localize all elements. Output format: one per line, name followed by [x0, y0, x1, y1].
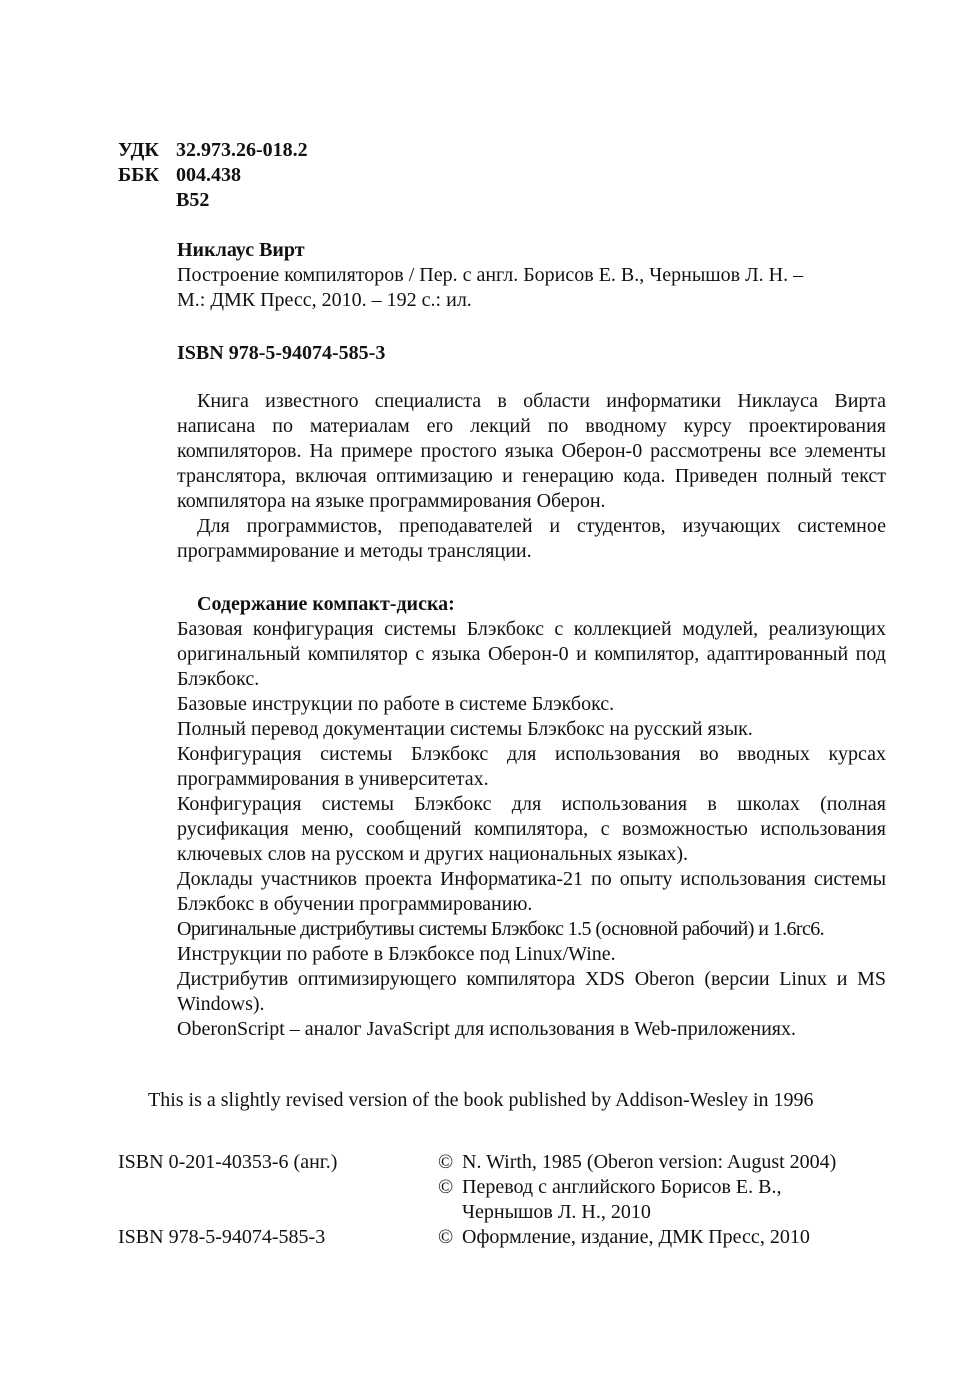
imprint-row: [118, 1200, 836, 1225]
copyright-symbol: ©: [438, 1226, 454, 1248]
imprint-row: [118, 1225, 836, 1250]
code-value: 32.973.26-018.2: [176, 139, 308, 161]
imprint-row: [118, 1150, 836, 1175]
list-item: Полный перевод документации системы Блэкбокс на русский язык.: [177, 718, 753, 740]
list-item: Оригинальные дистрибутивы системы Блэкбокс 1.5 (основной рабочий) и 1.6rc6.: [177, 918, 825, 940]
author-mark-row: [118, 188, 308, 213]
abstract-paragraph: Книга известного специалиста в области информатики Никлауса Вирта написана по материалам его лекций по вводному курсу проектирования компиляторов. На примере простого языка Оберон-0 рассмотрены все элементы транслятора, включая оптимизацию и генерацию кода. Приведен полный текст компилятора на языке программирования Оберон.: [177, 390, 886, 512]
copyright-text: Перевод с английского Борисов Е. В.,: [462, 1176, 782, 1198]
isbn-empty: [118, 1175, 438, 1200]
list-item: Конфигурация системы Блэкбокс для использования в школах (полная русификация меню, сообщений компилятора, с возможностью использования ключевых слов на русском и других национальных языках).: [177, 793, 886, 865]
isbn-translation: ISBN 978-5-94074-585-3: [118, 1226, 326, 1248]
cd-contents-title: Содержание компакт-диска:: [197, 593, 455, 615]
copyright-line: [438, 1175, 781, 1200]
code-key: ББК: [118, 164, 159, 186]
copyright-line: [438, 1225, 810, 1250]
bbk-row: [118, 163, 308, 188]
abstract-paragraph: Для программистов, преподавателей и студентов, изучающих системное программирование и методы трансляции.: [177, 515, 886, 562]
list-item: Базовые инструкции по работе в системе Блэкбокс.: [177, 693, 615, 715]
copyright-text: Чернышов Л. Н., 2010: [462, 1201, 651, 1223]
list-item: Инструкции по работе в Блэкбоксе под Linux/Wine.: [177, 943, 616, 965]
isbn-main: ISBN 978-5-94074-585-3: [177, 342, 386, 364]
imprint-block: [118, 1150, 836, 1250]
list-item: Конфигурация системы Блэкбокс для использования во вводных курсах программирования в университетах.: [177, 743, 886, 790]
list-item: OberonScript – аналог JavaScript для использования в Web-приложениях.: [177, 1018, 796, 1040]
list-item: Дистрибутив оптимизирующего компилятора XDS Oberon (версии Linux и MS Windows).: [177, 968, 886, 1015]
copyright-text: Оформление, издание, ДМК Пресс, 2010: [462, 1226, 810, 1248]
copyright-text: N. Wirth, 1985 (Oberon version: August 2004): [462, 1151, 837, 1173]
isbn-original: ISBN 0-201-40353-6 (анг.): [118, 1151, 338, 1173]
classification-codes: [118, 138, 308, 213]
copyright-line: [438, 1200, 651, 1225]
isbn-empty: [118, 1200, 438, 1225]
copyright-symbol: ©: [438, 1151, 454, 1173]
abstract: [177, 389, 886, 564]
copyright-symbol: ©: [438, 1176, 454, 1198]
list-item: Базовая конфигурация системы Блэкбокс с коллекцией модулей, реализующих оригинальный компилятор с языка Оберон-0 и компилятор, адаптированный под Блэкбокс.: [177, 618, 886, 690]
bibliographic-description: [177, 263, 887, 313]
code-value: 004.438: [176, 164, 241, 186]
biblio-line: М.: ДМК Пресс, 2010. – 192 с.: ил.: [177, 289, 472, 311]
udk-row: [118, 138, 308, 163]
copyright-line: [438, 1150, 836, 1175]
imprint-row: [118, 1175, 836, 1200]
code-key: УДК: [118, 139, 159, 161]
cd-contents-list: [177, 617, 886, 1042]
code-value: В52: [176, 189, 210, 211]
code-key: [118, 188, 176, 213]
biblio-line: Построение компиляторов / Пер. с англ. Борисов Е. В., Чернышов Л. Н. –: [177, 264, 804, 286]
revision-note: This is a slightly revised version of the book published by Addison-Wesley in 1996: [148, 1089, 814, 1111]
copyright-symbol: [438, 1200, 462, 1225]
list-item: Доклады участников проекта Информатика-21 по опыту использования системы Блэкбокс в обучении программированию.: [177, 868, 886, 915]
author-name: Никлаус Вирт: [177, 239, 305, 261]
